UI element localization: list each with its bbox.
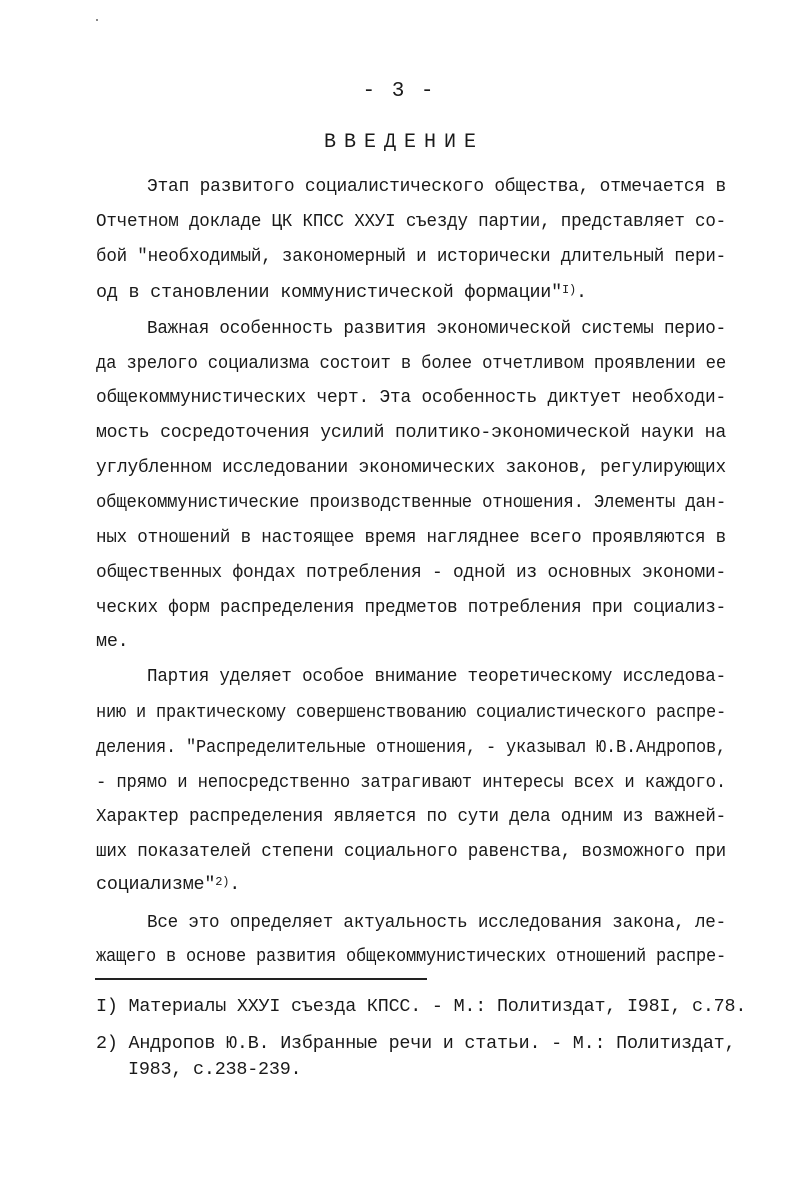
body-line-with-footnote xyxy=(96,282,587,303)
footnote-1: I) Материалы ХХУI съезда КПСС. - М.: Политиздат, I98I, с.78. xyxy=(96,996,747,1017)
scan-speck xyxy=(96,19,98,21)
body-line: ческих форм распределения предметов потребления при социализ- xyxy=(96,597,727,618)
period: . xyxy=(575,282,587,303)
body-line: нию и практическому совершенствованию социалистического распре- xyxy=(96,702,726,723)
body-text: од в становлении коммунистической формации" xyxy=(96,282,562,303)
body-line: Отчетном докладе ЦК КПСС ХХУI съезду партии, представляет со- xyxy=(96,211,727,232)
footnote-reference: 2) xyxy=(215,875,230,889)
body-line-with-footnote xyxy=(96,874,240,895)
section-heading: ВВЕДЕНИЕ xyxy=(323,131,484,154)
body-line: деления. "Распределительные отношения, - указывал Ю.В.Андропов, xyxy=(96,737,726,758)
body-line: - прямо и непосредственно затрагивают интересы всех и каждого. xyxy=(96,772,726,793)
body-line: Характер распределения является по сути дела одним из важней- xyxy=(96,806,727,827)
body-line: ших показателей степени социального равенства, возможного при xyxy=(96,841,727,862)
body-line: мость сосредоточения усилий политико-экономической науки на xyxy=(96,422,727,443)
body-line: жащего в основе развития общекоммунистических отношений распре- xyxy=(96,946,726,967)
page-number: - 3 - xyxy=(362,80,436,103)
period: . xyxy=(229,874,241,895)
body-line: углубленном исследовании экономических законов, регулирующих xyxy=(96,457,727,478)
body-line: бой "необходимый, закономерный и исторически длительный пери- xyxy=(96,246,727,267)
body-line: да зрелого социализма состоит в более отчетливом проявлении ее xyxy=(96,353,726,374)
body-text: социализме" xyxy=(96,874,216,895)
body-line: Этап развитого социалистического общества, отмечается в xyxy=(147,176,727,197)
footnote-2: 2) Андропов Ю.В. Избранные речи и статьи. - М.: Политиздат, xyxy=(96,1033,736,1054)
body-line: Важная особенность развития экономической системы перио- xyxy=(147,318,726,339)
footnote-2-continuation: I983, с.238-239. xyxy=(128,1059,302,1080)
body-line: Все это определяет актуальность исследования закона, ле- xyxy=(147,912,726,933)
body-line: общекоммунистических черт. Эта особенность диктует необходи- xyxy=(96,387,727,408)
body-line: общекоммунистические производственные отношения. Элементы дан- xyxy=(96,492,726,513)
body-line: ных отношений в настоящее время нагляднее всего проявляются в xyxy=(96,527,727,548)
footnote-separator xyxy=(95,978,427,980)
body-line: Партия уделяет особое внимание теоретическому исследова- xyxy=(147,666,726,687)
footnote-reference: I) xyxy=(561,283,576,297)
body-line: ме. xyxy=(96,631,129,652)
body-line: общественных фондах потребления - одной из основных экономи- xyxy=(96,562,727,583)
